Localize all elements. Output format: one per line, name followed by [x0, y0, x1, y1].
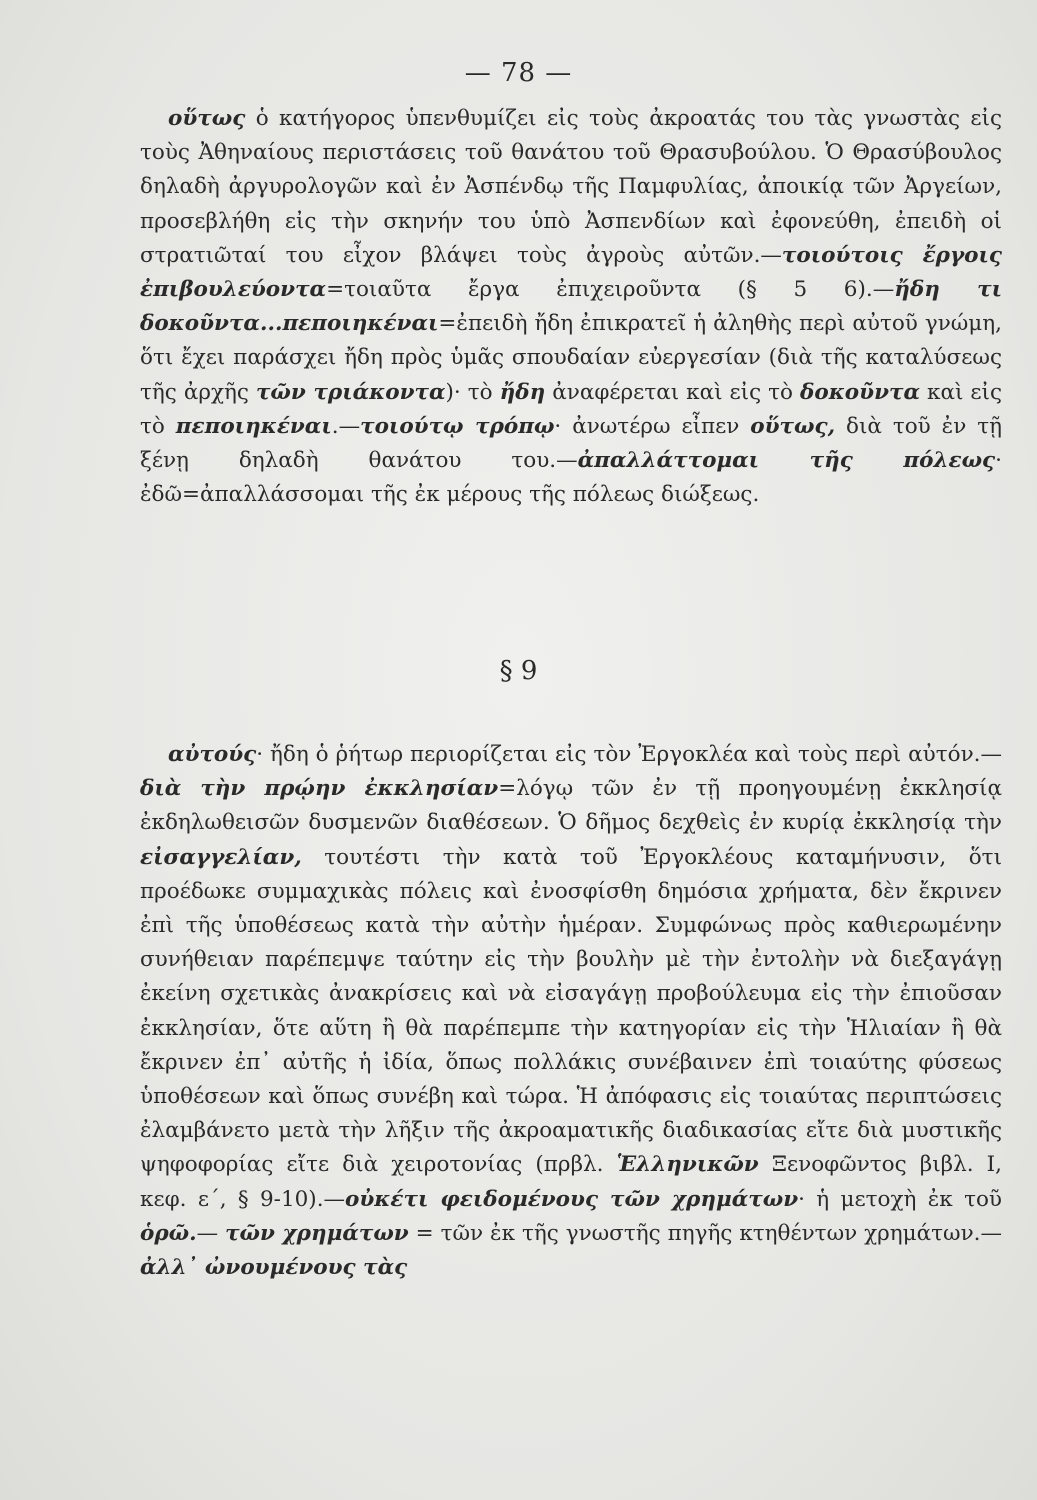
commentary-text: διὰ τοῦ ἐν τῇ ξένῃ δηλαδὴ θανάτου του.—	[140, 413, 1002, 474]
lemma-term: πεποιηκέναι	[175, 413, 332, 439]
commentary-text: =ἐπειδὴ ἤδη ἐπικρατεῖ ἡ ἀληθὴς περὶ αὐτοῦ γνώμη, ὅτι ἔχει παράσχει ἤδη πρὸς ὑμᾶς σπουδαίαν εὐεργεσίαν (διὰ τῆς καταλύσεως τῆς ἀρχῆς	[140, 311, 1002, 405]
commentary-block-2	[140, 738, 1002, 1285]
commentary-text: =τοιαῦτα ἔργα ἐπιχειροῦντα (§ 5 6).—	[326, 277, 895, 303]
page-number: — 78 —	[464, 58, 573, 88]
commentary-text: · ἡ μετοχὴ ἐκ τοῦ	[798, 1186, 1002, 1212]
lemma-term: οὕτως	[168, 106, 246, 131]
commentary-text: =λόγῳ τῶν ἐν τῇ προηγουμένῃ ἐκκλησίᾳ ἐκδηλωθεισῶν δυσμενῶν διαθέσεων. Ὁ δῆμος δεχθεὶς ἐν κυρίᾳ ἐκκλησίᾳ τὴν	[140, 776, 1002, 836]
lemma-term: διὰ τὴν πρῴην ἐκκλησίαν	[140, 776, 499, 802]
commentary-text: = τῶν ἐκ τῆς γνωστῆς πηγῆς κτηθέντων χρημάτων.—	[408, 1220, 1002, 1246]
commentary-text: τουτέστι τὴν κατὰ τοῦ Ἐργοκλέους καταμήνυσιν, ὅτι προέδωκε συμμαχικὰς πόλεις καὶ ἐνοσφίσθη δημόσια χρήματα, δὲν ἔκρινεν ἐπὶ τῆς ὑποθέσεως κατὰ τὴν αὐτὴν ἡμέραν. Συμφώνως πρὸς καθιερωμένην συνήθειαν παρέπεμψε ταύτην εἰς τὴν βουλὴν μὲ τὴν ἐντολὴν νὰ διεξαγάγῃ ἐκείνη σχετικὰς ἀνακρίσεις καὶ νὰ εἰσαγάγῃ προβούλευμα εἰς τὴν ἐπιοῦσαν ἐκκλησίαν, ὅτε αὕτη ἢ θὰ παρέπεμπε τὴν κατηγορίαν εἰς τὴν Ἡλιαίαν ἢ θὰ ἔκρινεν ἐπ᾽ αὐτῆς ἡ ἰδία, ὅπως πολλάκις συνέβαινεν ἐπὶ τοιαύτης φύσεως ὑποθέσεων καὶ ὅπως συνέβη καὶ τώρα. Ἡ ἀπόφασις εἰς τοιαύτας περιπτώσεις ἐλαμβάνετο μετὰ τὴν λῆξιν τῆς ἀκροαματικῆς διαδικασίας εἴτε διὰ μυστικῆς ψηφοφορίας εἴτε διὰ χειροτονίας (πρβλ.	[140, 844, 1002, 1178]
lemma-term: ὁρῶ.	[140, 1220, 197, 1246]
lemma-term: ἀπαλλάττομαι τῆς πόλεως	[577, 448, 996, 474]
commentary-block-1	[140, 102, 1002, 512]
commentary-text: ὁ κατήγορος ὑπενθυμίζει εἰς τοὺς ἀκροατάς του τὰς γνωστὰς εἰς τοὺς Ἀθηναίους περιστάσεις τοῦ θανάτου τοῦ Θρασυβούλου. Ὁ Θρασύβουλος δηλαδὴ ἀργυρολογῶν καὶ ἐν Ἀσπένδῳ τῆς Παμφυλίας, ἀποικίᾳ τῶν Ἀργείων, προσεβλήθη εἰς τὴν σκηνήν του ὑπὸ Ἀσπενδίων καὶ ἐφονεύθη, ἐπειδὴ οἱ στρατιῶταί του εἶχον βλάψει τοὺς ἀγροὺς αὐτῶν.—	[140, 106, 1002, 268]
lemma-term: αὐτούς	[168, 742, 257, 767]
lemma-term: ἀλλ᾽ ὠνουμένους τὰς	[140, 1255, 408, 1281]
commentary-text: · ἀνωτέρω εἶπεν	[554, 413, 751, 439]
lemma-term: τοιούτοις ἔργοις ἐπιβουλεύοντα	[140, 242, 1002, 303]
commentary-text: ἀναφέρεται καὶ εἰς τὸ	[545, 379, 801, 405]
lemma-term: εἰσαγγελίαν,	[140, 844, 302, 870]
paragraph	[140, 102, 1002, 512]
commentary-text: .—	[331, 413, 361, 439]
lemma-term: δοκοῦντα	[800, 379, 920, 405]
lemma-term: τῶν χρημάτων	[225, 1220, 409, 1246]
paragraph	[140, 738, 1002, 1285]
lemma-term: οὐκέτι φειδομένους τῶν χρημάτων	[345, 1186, 799, 1212]
commentary-text: —	[196, 1220, 226, 1246]
commentary-text: )· τὸ	[445, 379, 500, 405]
section-heading: § 9	[499, 656, 538, 686]
commentary-text: · ἤδη ὁ ῥήτωρ περιορίζεται εἰς τὸν Ἐργοκλέα καὶ τοὺς περὶ αὐτόν.—	[256, 742, 1002, 767]
lemma-term: τοιούτῳ τρόπῳ	[360, 413, 555, 439]
commentary-text: · ἐδῶ=ἀπαλλάσσομαι τῆς ἐκ μέρους τῆς πόλεως διώξεως.	[140, 448, 1002, 508]
lemma-term: ἤδη	[499, 379, 546, 405]
lemma-term: οὕτως,	[750, 413, 836, 439]
lemma-term: Ἑλληνικῶν	[616, 1152, 759, 1178]
commentary-text: καὶ εἰς τὸ	[140, 379, 1003, 439]
lemma-term: ἤδη τι δοκοῦντα...πεποιηκέναι	[140, 277, 1002, 337]
lemma-term: τῶν τριάκοντα	[255, 379, 446, 405]
commentary-text: Ξενοφῶντος βιβλ. I, κεφ. ε΄, § 9-10).—	[140, 1152, 1002, 1212]
